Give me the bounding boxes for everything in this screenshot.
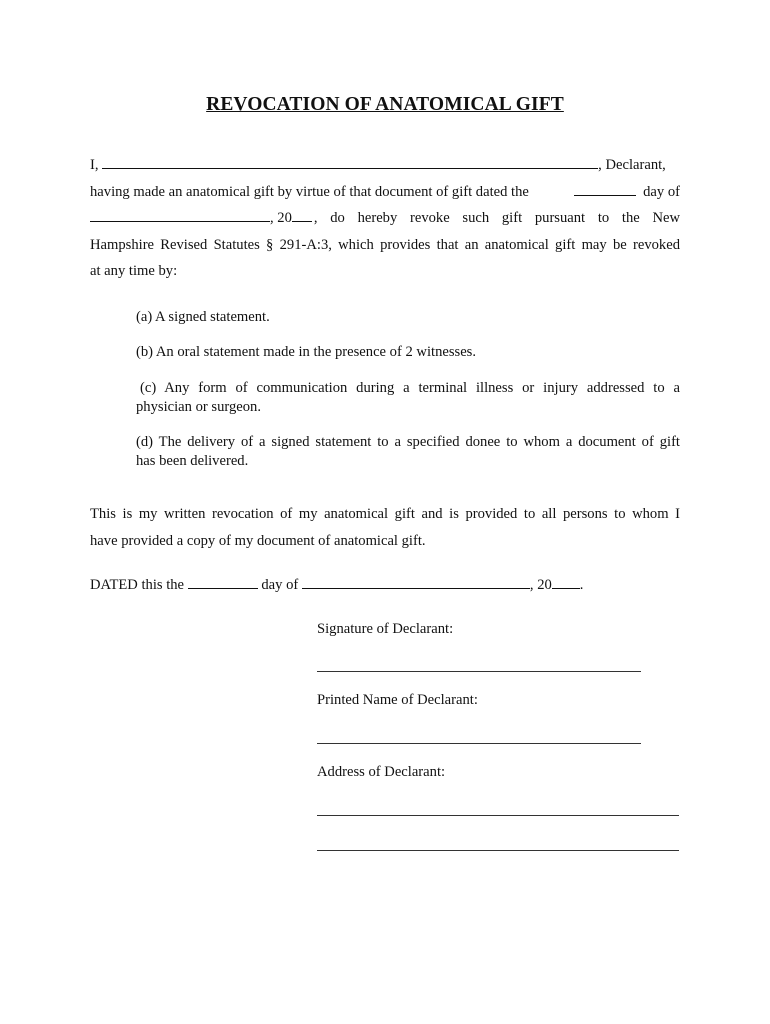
gift-year-blank[interactable]: [292, 206, 312, 222]
gift-month-blank[interactable]: [90, 206, 270, 222]
list-item: (b) An oral statement made in the presence of 2 witnesses.: [136, 344, 477, 360]
declarant-name-blank[interactable]: [102, 153, 598, 169]
statement-line-2: have provided a copy of my document of anatomical gift.: [90, 532, 426, 549]
signature-label: Signature of Declarant:: [317, 621, 454, 637]
list-item: (c) Any form of communication during a terminal illness or injury addressed to a physician or surgeon.: [136, 380, 680, 415]
address-field-line-1[interactable]: [317, 815, 679, 816]
list-item: (d) The delivery of a signed statement to a specified donee to whom a document of gift has been delivered.: [136, 434, 680, 469]
intro-line-1: I, , Declarant,: [90, 152, 680, 179]
statement-paragraph: [90, 501, 680, 554]
dated-day-blank[interactable]: [188, 573, 258, 589]
intro-line-5: at any time by:: [90, 263, 178, 279]
signature-field[interactable]: [317, 671, 641, 672]
intro-line-3: , 20 , do hereby revoke such gift pursuant to the New: [90, 205, 680, 232]
gift-day-blank[interactable]: [574, 180, 636, 196]
address-field-line-2[interactable]: [317, 850, 679, 851]
list-item: (a) A signed statement.: [136, 309, 270, 325]
intro-line-2: having made an anatomical gift by virtue of that document of gift dated the day of: [90, 179, 680, 206]
printed-name-label: Printed Name of Declarant:: [317, 692, 478, 708]
printed-name-field[interactable]: [317, 743, 641, 744]
dated-year-blank[interactable]: [552, 573, 580, 589]
intro-paragraph: [90, 152, 680, 285]
dated-line: DATED this the day of , 20 .: [90, 572, 680, 599]
document-title: REVOCATION OF ANATOMICAL GIFT: [206, 94, 564, 115]
address-label: Address of Declarant:: [317, 764, 446, 780]
statement-line-1: This is my written revocation of my anatomical gift and is provided to all persons to whom I: [90, 506, 680, 522]
intro-line-4: Hampshire Revised Statutes § 291-A:3, which provides that an anatomical gift may be revoked: [90, 236, 680, 253]
dated-month-blank[interactable]: [302, 573, 530, 589]
